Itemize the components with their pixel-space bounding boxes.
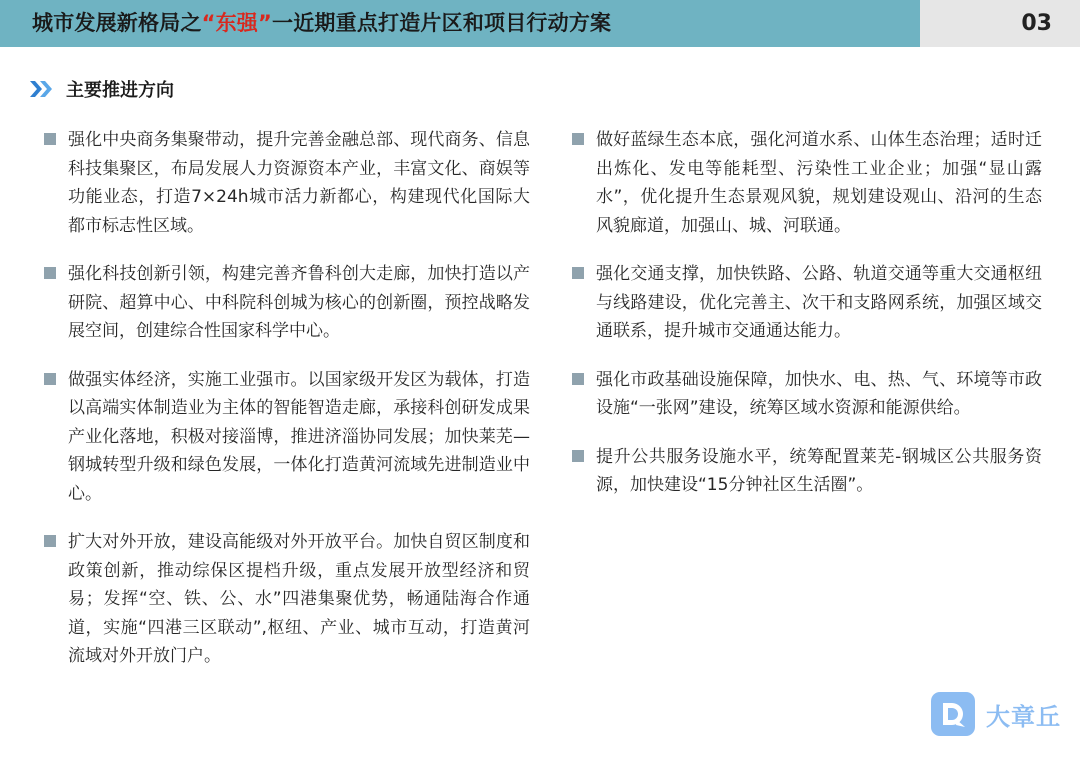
- page-title-suffix: 一近期重点打造片区和项目行动方案: [272, 11, 612, 35]
- square-bullet-icon: [44, 373, 56, 385]
- page-title-highlight: “东强”: [201, 11, 273, 35]
- page-title: [32, 0, 611, 47]
- list-item: [44, 528, 530, 671]
- page-title-prefix: 城市发展新格局之: [32, 11, 202, 35]
- watermark: [930, 690, 1070, 738]
- section-heading: [30, 74, 174, 104]
- square-bullet-icon: [572, 133, 584, 145]
- square-bullet-icon: [572, 450, 584, 462]
- list-item: [572, 366, 1042, 423]
- list-item: [572, 443, 1042, 500]
- list-item-text: 强化市政基础设施保障，加快水、电、热、气、环境等市政设施“一张网”建设，统筹区域水资源和能源供给。: [596, 369, 1042, 418]
- page-number: 03: [1021, 11, 1052, 36]
- left-column: [44, 126, 530, 691]
- watermark-text: 大章丘: [986, 702, 1061, 731]
- dazhangqiu-logo-icon: [930, 691, 976, 737]
- list-item-text: 做好蓝绿生态本底，强化河道水系、山体生态治理；适时迁出炼化、发电等能耗型、污染性工业企业；加强“显山露水”，优化提升生态景观风貌，规划建设观山、沿河的生态风貌廊道，加强山、城、河联通。: [596, 130, 1042, 236]
- section-title: 主要推进方向: [66, 80, 174, 101]
- list-item-text: 强化中央商务集聚带动，提升完善金融总部、现代商务、信息科技集聚区，布局发展人力资源资本产业，丰富文化、商娱等功能业态，打造7×24h城市活力新都心，构建现代化国际大都市标志性区域。: [68, 130, 530, 236]
- square-bullet-icon: [44, 535, 56, 547]
- list-item: [572, 126, 1042, 240]
- list-item: [572, 260, 1042, 346]
- list-item: [44, 126, 530, 240]
- list-item-text: 提升公共服务设施水平，统筹配置莱芜-钢城区公共服务资源，加快建设“15分钟社区生活圈”。: [596, 446, 1042, 495]
- list-item: [44, 366, 530, 509]
- double-chevron-right-icon: [30, 79, 56, 99]
- list-item-text: 扩大对外开放，建设高能级对外开放平台。加快自贸区制度和政策创新，推动综保区提档升级，重点发展开放型经济和贸易；发挥“空、铁、公、水”四港集聚优势，畅通陆海合作通道，实施“四港三区联动”,枢纽、产业、城市互动，打造黄河流域对外开放门户。: [68, 532, 530, 666]
- page-number-box: [920, 0, 1080, 47]
- list-item-text: 强化科技创新引领，构建完善齐鲁科创大走廊，加快打造以产研院、超算中心、中科院科创城为核心的创新圈，预控战略发展空间，创建综合性国家科学中心。: [68, 264, 530, 341]
- right-column: [572, 126, 1042, 520]
- list-item-text: 强化交通支撑，加快铁路、公路、轨道交通等重大交通枢纽与线路建设，优化完善主、次干和支路网系统，加强区域交通联系，提升城市交通通达能力。: [596, 264, 1042, 341]
- square-bullet-icon: [44, 133, 56, 145]
- header-bar: [0, 0, 1080, 47]
- square-bullet-icon: [572, 373, 584, 385]
- list-item-text: 做强实体经济，实施工业强市。以国家级开发区为载体，打造以高端实体制造业为主体的智能智造走廊，承接科创研发成果产业化落地，积极对接淄博，推进济淄协同发展；加快莱芜—钢城转型升级和绿色发展，一体化打造黄河流域先进制造业中心。: [68, 369, 530, 504]
- square-bullet-icon: [44, 267, 56, 279]
- list-item: [44, 260, 530, 346]
- square-bullet-icon: [572, 267, 584, 279]
